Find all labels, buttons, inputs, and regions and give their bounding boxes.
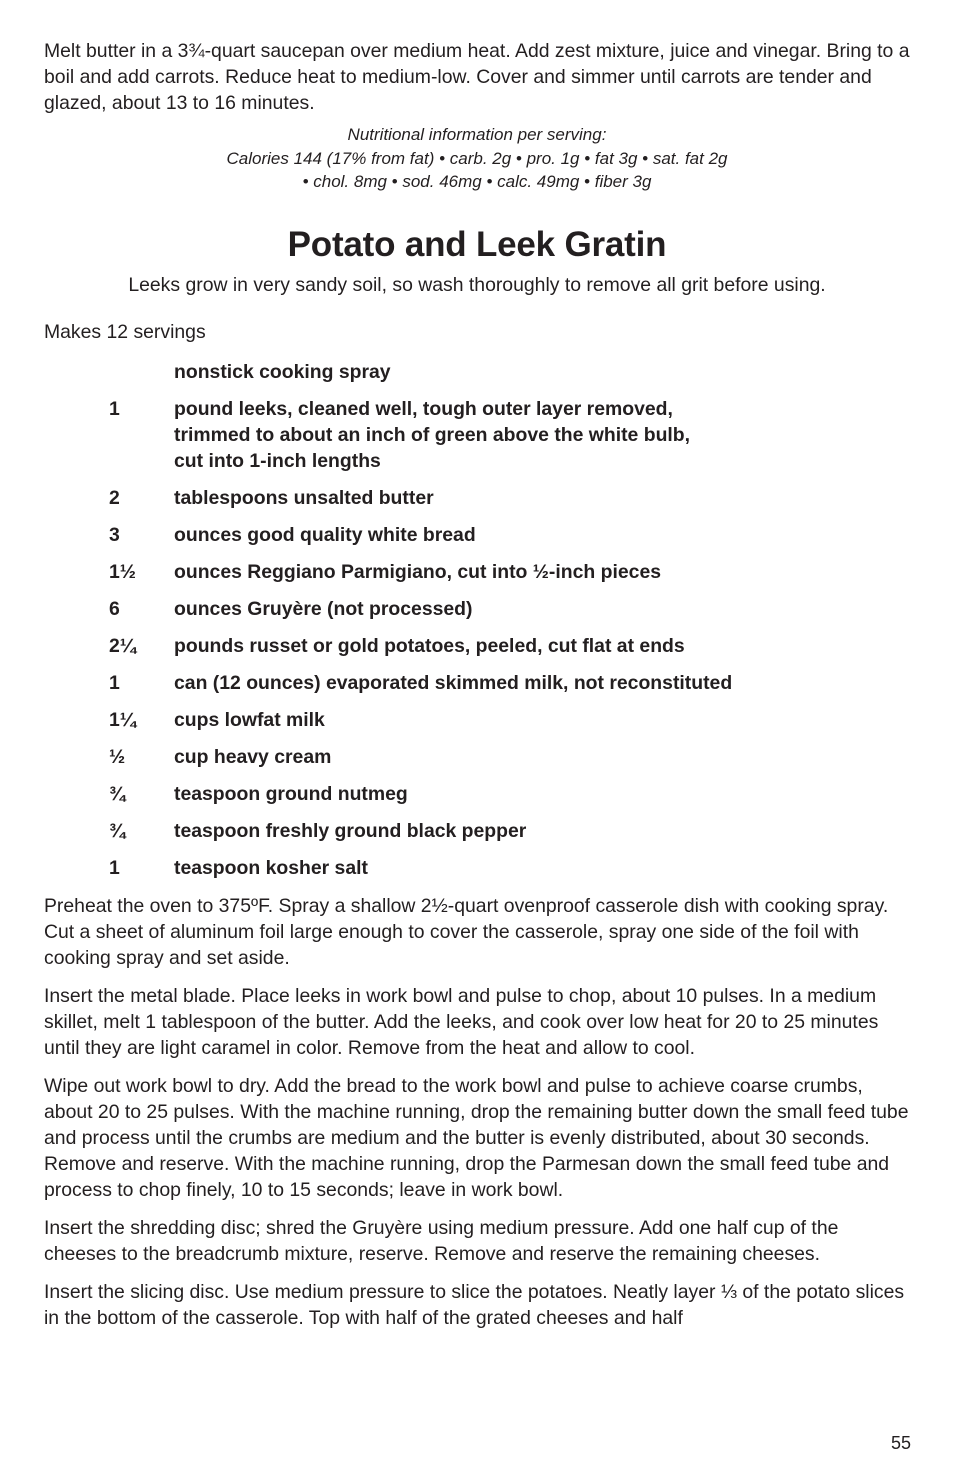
ingredient-quantity: 1½ (109, 560, 136, 583)
document-page (44, 38, 910, 1331)
ingredient-description: pounds russet or gold potatoes, peeled, cut flat at ends (174, 634, 685, 657)
ingredient-quantity: 1¼ (109, 708, 136, 731)
ingredient-description: cups lowfat milk (174, 708, 325, 731)
ingredient-description: ounces Reggiano Parmigiano, cut into ½-inch pieces (174, 560, 662, 583)
ingredient-quantity: ¾ (109, 782, 126, 805)
servings-note: Makes 12 servings (44, 320, 206, 343)
ingredient-quantity: 6 (109, 597, 120, 620)
ingredient-row (44, 855, 910, 881)
intro-paragraph: Melt butter in a 3¾-quart saucepan over medium heat. Add zest mixture, juice and vinegar. Bring to a boil and add carrots. Reduce heat to medium-low. Cover and simmer until carrots are tender and glazed, about 13 to 16 minutes. (44, 40, 910, 114)
ingredient-quantity: ½ (109, 745, 126, 768)
ingredient-description: teaspoon ground nutmeg (174, 782, 408, 805)
nutrition-line-1: Calories 144 (17% from fat) • carb. 2g • pro. 1g • fat 3g • sat. fat 2g (226, 148, 728, 168)
ingredient-row (44, 670, 910, 696)
step-paragraph: Preheat the oven to 375ºF. Spray a shallow 2½-quart ovenproof casserole dish with cooking spray. Cut a sheet of aluminum foil large enough to cover the casserole, spray one side of the foil with cooking spray and set aside. (44, 894, 889, 969)
ingredient-row (44, 559, 910, 585)
ingredient-quantity: 2 (109, 486, 120, 509)
step-paragraph: Wipe out work bowl to dry. Add the bread to the work bowl and pulse to achieve coarse crumbs, about 20 to 25 pulses. With the machine running, drop the remaining butter down the small feed tube and process until the crumbs are medium and the butter is evenly distributed, about 30 seconds. Remove and reserve. With the machine running, drop the Parmesan down the small feed tube and process to chop finely, 10 to 15 seconds; leave in work bowl. (44, 1074, 909, 1201)
ingredient-description: can (12 ounces) evaporated skimmed milk, not reconstituted (174, 671, 733, 694)
ingredient-description: cup heavy cream (174, 745, 332, 768)
ingredient-description: ounces good quality white bread (174, 523, 476, 546)
ingredient-row (44, 633, 910, 659)
nutrition-heading: Nutritional information per serving: (347, 125, 607, 144)
step-paragraph: Insert the metal blade. Place leeks in work bowl and pulse to chop, about 10 pulses. In a medium skillet, melt 1 tablespoon of the butter. Add the leeks, and cook over low heat for 20 to 25 minutes until they are light caramel in color. Remove from the heat and allow to cool. (44, 984, 879, 1059)
ingredient-quantity: ¾ (109, 819, 126, 842)
ingredient-description: pound leeks, cleaned well, tough outer layer removed, trimmed to about an inch of green above the white bulb, cut into 1-inch lengths (174, 397, 691, 472)
ingredient-row (44, 781, 910, 807)
ingredient-description: ounces Gruyère (not processed) (174, 597, 473, 620)
nutrition-info (44, 123, 910, 194)
ingredient-quantity: 3 (109, 523, 120, 546)
ingredient-row (44, 359, 910, 385)
step-paragraph: Insert the shredding disc; shred the Gruyère using medium pressure. Add one half cup of the cheeses to the breadcrumb mixture, reserve. Remove and reserve the remaining cheeses. (44, 1216, 839, 1265)
ingredient-row (44, 485, 910, 511)
ingredient-row (44, 596, 910, 622)
nutrition-line-2: • chol. 8mg • sod. 46mg • calc. 49mg • fiber 3g (302, 172, 652, 191)
recipe-subtitle: Leeks grow in very sandy soil, so wash thoroughly to remove all grit before using. (128, 273, 826, 296)
ingredient-quantity: 1 (109, 671, 120, 694)
step-paragraph: Insert the slicing disc. Use medium pressure to slice the potatoes. Neatly layer ⅓ of the potato slices in the bottom of the casserole. Top with half of the grated cheeses and half (44, 1280, 905, 1329)
ingredient-quantity: 1 (109, 856, 120, 879)
ingredient-row (44, 707, 910, 733)
page-number: 55 (890, 1433, 911, 1453)
ingredient-description: teaspoon kosher salt (174, 856, 368, 879)
ingredient-description: teaspoon freshly ground black pepper (174, 819, 527, 842)
ingredient-quantity (44, 359, 174, 385)
ingredient-description: nonstick cooking spray (174, 360, 391, 383)
ingredient-row (44, 522, 910, 548)
ingredient-quantity: 2¼ (109, 634, 136, 657)
ingredient-row (44, 396, 910, 474)
ingredient-list (44, 359, 910, 881)
ingredient-row (44, 818, 910, 844)
recipe-title: Potato and Leek Gratin (287, 224, 667, 264)
ingredient-quantity: 1 (109, 397, 120, 420)
ingredient-row (44, 744, 910, 770)
ingredient-description: tablespoons unsalted butter (174, 486, 434, 509)
